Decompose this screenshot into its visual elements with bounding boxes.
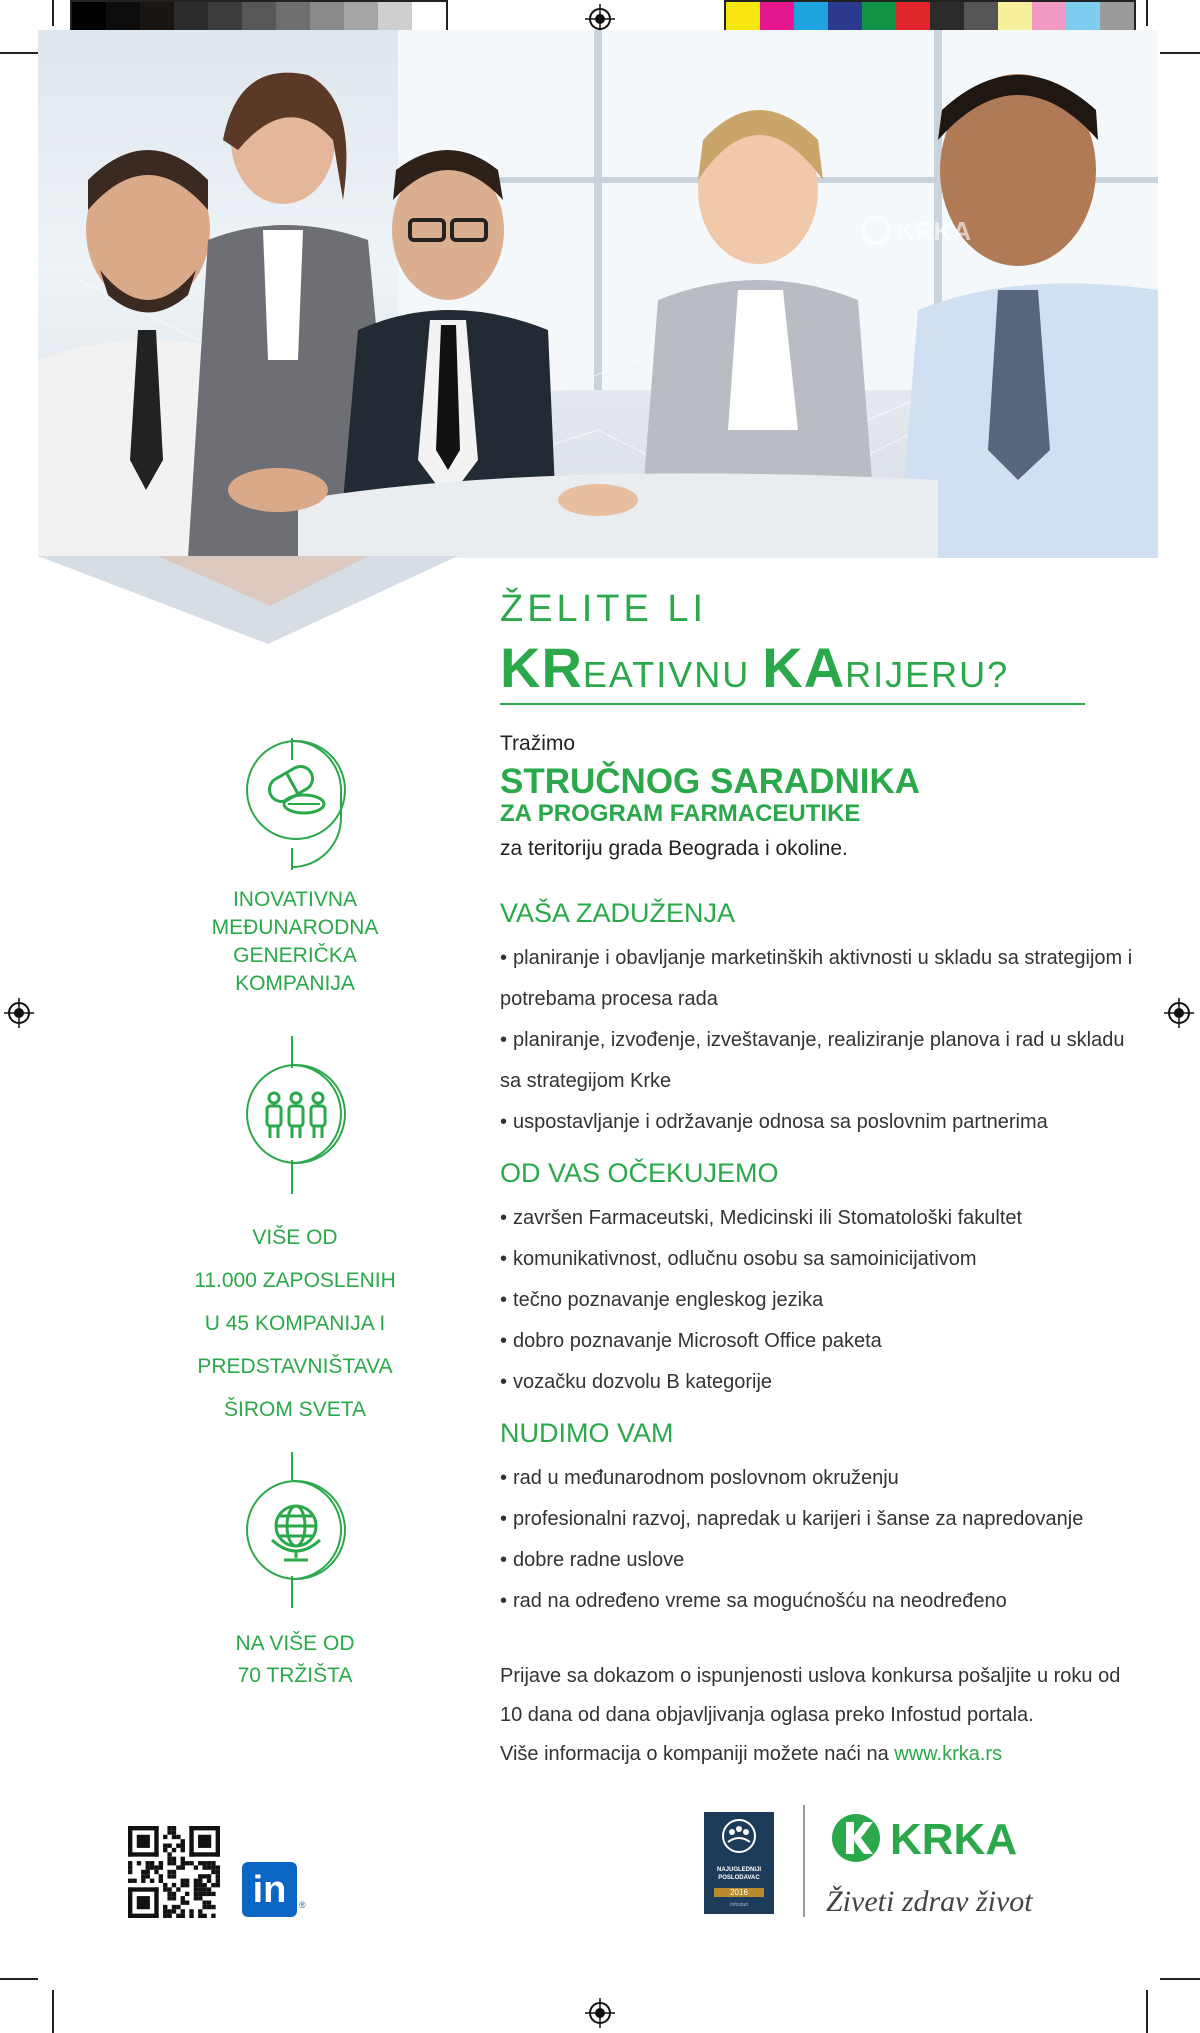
fact-line: NA VIŠE OD xyxy=(235,1632,355,1655)
photo-chevron-tail xyxy=(38,556,458,646)
list-item: • planiranje i obavljanje marketinških aktivnosti u skladu sa strategijom i potrebama procesa rada xyxy=(500,938,1140,1020)
fact-line: INOVATIVNA xyxy=(232,888,358,911)
fact-markets xyxy=(150,1628,440,1692)
award-year: 2016 xyxy=(714,1888,764,1897)
position-subtitle: ZA PROGRAM FARMACEUTIKE xyxy=(500,800,861,827)
photo-watermark: KRKA xyxy=(896,216,972,246)
list-item: • tečno poznavanje engleskog jezika xyxy=(500,1280,1140,1321)
crop-mark xyxy=(0,1978,38,1980)
headline-divider xyxy=(500,703,1085,705)
list-item: • dobro poznavanje Microsoft Office paketa xyxy=(500,1321,1140,1362)
list-item: • uspostavljanje i održavanje odnosa sa poslovnim partnerima xyxy=(500,1102,1140,1143)
fact-line: MEĐUNARODNA xyxy=(211,916,379,939)
application-instructions: Prijave sa dokazom o ispunjenosti uslova konkursa pošaljite u roku od 10 dana od dana objavljivanja oglasa preko Infostud portala. xyxy=(500,1665,1121,1726)
crop-mark xyxy=(1160,1978,1200,1980)
employer-award-badge xyxy=(704,1812,774,1914)
footer-divider xyxy=(803,1805,805,1917)
team-photo-illustration xyxy=(38,30,1158,558)
people-icon xyxy=(248,1066,344,1162)
list-item: • rad u međunarodnom poslovnom okruženju xyxy=(500,1458,1140,1499)
position-territory: za teritoriju grada Beograda i okoline. xyxy=(500,837,848,860)
duties-list xyxy=(500,938,1140,1143)
crop-mark xyxy=(1160,52,1200,54)
registration-mark-icon xyxy=(1164,998,1194,1028)
expect-heading: OD VAS OČEKUJEMO xyxy=(500,1158,779,1188)
brand-slogan: Živeti zdrav život xyxy=(826,1885,1033,1918)
offer-heading: NUDIMO VAM xyxy=(500,1418,674,1448)
list-item: • završen Farmaceutski, Medicinski ili Stomatološki fakultet xyxy=(500,1198,1140,1239)
award-title: NAJUGLEDNIJI POSLODAVAC xyxy=(716,1867,761,1881)
fact-line: PREDSTAVNIŠTAVA xyxy=(197,1355,393,1378)
offer-list xyxy=(500,1458,1140,1622)
crop-mark xyxy=(0,52,38,54)
krka-logo-text: KRKA xyxy=(890,1815,1018,1864)
headline-ka-rest: RIJERU? xyxy=(845,654,1010,695)
fact-line: 70 TRŽIŠTA xyxy=(237,1664,353,1687)
linkedin-icon[interactable] xyxy=(242,1862,297,1917)
crop-mark xyxy=(1146,1990,1148,2033)
fact-line: ŠIROM SVETA xyxy=(224,1398,366,1421)
crop-mark xyxy=(1146,0,1148,26)
website-link[interactable]: www.krka.rs xyxy=(894,1743,1003,1765)
headline-kr: KR xyxy=(500,636,583,699)
fact-line: 11.000 ZAPOSLENIH xyxy=(194,1269,396,1292)
closing-paragraph xyxy=(500,1657,1140,1774)
headline-line1: ŽELITE LI xyxy=(500,588,708,630)
headline-ka: KA xyxy=(762,636,846,699)
connector-line xyxy=(291,1452,293,1480)
fact-line: KOMPANIJA xyxy=(235,972,355,995)
expect-list xyxy=(500,1198,1140,1403)
list-item: • profesionalni razvoj, napredak u karijeri i šanse za napredovanje xyxy=(500,1499,1140,1540)
list-item: • rad na određeno vreme sa mogućnošću na neodređeno xyxy=(500,1581,1140,1622)
registration-mark-icon xyxy=(585,1998,615,2028)
more-info-text: Više informacija o kompaniji možete naći na xyxy=(500,1743,895,1765)
pills-icon xyxy=(248,742,344,838)
headline xyxy=(500,588,1009,700)
fact-company xyxy=(150,886,440,998)
list-item: • dobre radne uslove xyxy=(500,1540,1140,1581)
award-source: Infostud xyxy=(730,1902,748,1908)
globe-icon xyxy=(248,1482,344,1578)
people-badge xyxy=(246,1064,346,1164)
team-photo xyxy=(38,30,1158,558)
fact-line: U 45 KOMPANIJA I xyxy=(204,1312,386,1335)
award-people-icon xyxy=(704,1812,774,1862)
fact-line: VIŠE OD xyxy=(252,1226,338,1249)
connector-line xyxy=(291,848,293,870)
duties-heading: VAŠA ZADUŽENJA xyxy=(500,898,736,928)
fact-line: GENERIČKA xyxy=(233,944,357,967)
linkedin-registered-mark: ® xyxy=(299,1900,306,1910)
seeking-label: Tražimo xyxy=(500,732,576,755)
registration-mark-icon xyxy=(4,998,34,1028)
linkedin-label: in xyxy=(252,1869,287,1911)
list-item: • vozačku dozvolu B kategorije xyxy=(500,1362,1140,1403)
list-item: • komunikativnost, odlučnu osobu sa samoinicijativom xyxy=(500,1239,1140,1280)
headline-kr-rest: EATIVNU xyxy=(582,654,763,695)
pills-badge xyxy=(246,740,346,840)
globe-badge xyxy=(246,1480,346,1580)
crop-mark xyxy=(52,0,54,26)
crop-mark xyxy=(52,1990,54,2033)
fact-employees xyxy=(150,1216,440,1431)
qr-code-icon[interactable] xyxy=(128,1826,220,1918)
position-title: STRUČNOG SARADNIKA xyxy=(500,762,920,801)
headline-line2 xyxy=(500,635,1009,700)
list-item: • planiranje, izvođenje, izveštavanje, realiziranje planova i rad u skladu sa strategijom Krke xyxy=(500,1020,1140,1102)
krka-logo[interactable] xyxy=(828,1810,1088,1866)
